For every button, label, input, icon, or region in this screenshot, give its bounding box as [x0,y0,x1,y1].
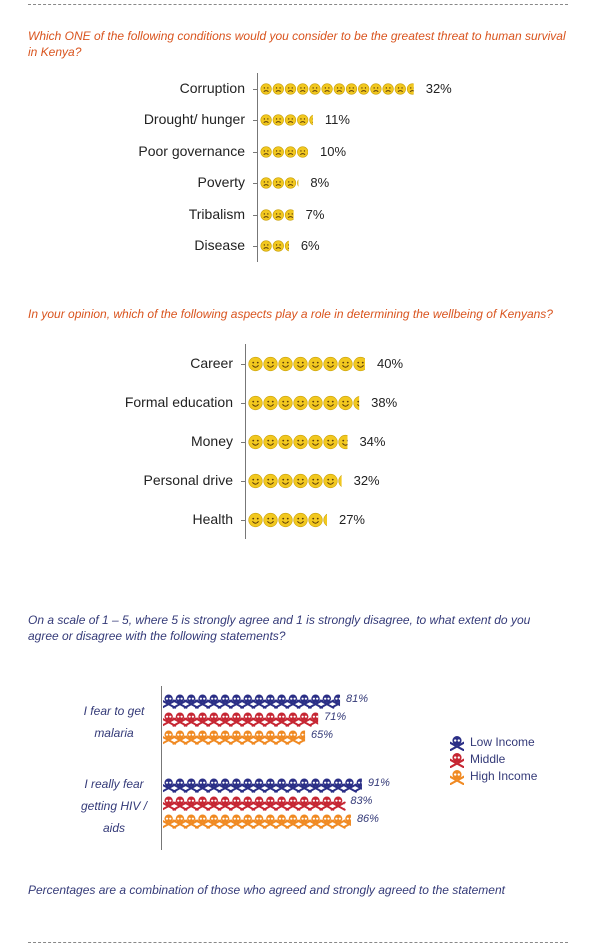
bar-icons [260,175,302,191]
skull-crossbones-icon [343,779,356,792]
sad-face-icon [310,83,321,94]
bar-icons [163,794,348,812]
smiley-face-icon [294,435,308,449]
bar-icons [260,207,298,223]
category-label: Poverty [197,174,245,191]
smiley-face-icon [279,435,293,449]
smiley-face-icon [294,357,308,371]
sad-face-icon [261,241,272,252]
smiley-face-icon [249,396,263,410]
y-axis [161,686,162,850]
value-label: 38% [371,394,398,410]
smiley-face-icon [309,513,323,527]
category-label: Personal drive [143,471,233,488]
category-label: Money [190,432,233,449]
value-label: 6% [300,238,320,254]
axis-tick [253,152,258,153]
axis-tick [241,481,246,482]
group-label-line: I fear to get [83,704,145,718]
legend-label: High Income [470,769,538,784]
value-label: 40% [377,355,404,371]
sad-face-icon [285,178,296,189]
question-2: In your opinion, which of the following aspects play a role in determining the wellbeing of Kenyans? [28,307,553,321]
group-label-line: I really fear [84,777,144,791]
value-label: 32% [425,80,452,96]
smiley-face-icon [249,435,263,449]
value-label: 81% [346,693,369,705]
category-label: Poor governance [138,142,245,159]
smiley-face-icon [264,396,278,410]
value-label: 34% [359,433,386,449]
smiley-face-icon [339,396,353,410]
category-label: Disease [194,237,245,254]
skull-crossbones-icon [298,713,311,726]
smiley-face-icon [309,474,323,488]
bar-icons [260,144,312,160]
sad-face-icon [334,83,345,94]
sad-face-icon [297,115,308,126]
legend-high-income [450,769,537,785]
skull-crossbones-icon [450,769,464,785]
axis-tick [253,215,258,216]
axis-tick [253,120,258,121]
category-label: Health [192,510,233,527]
smiley-face-icon [279,357,293,371]
axis-tick [241,364,246,365]
axis-tick [241,520,246,521]
group-label-malaria [72,700,156,744]
smiley-face-icon [279,396,293,410]
sad-face-icon [261,146,272,157]
group-label-hiv [72,773,156,839]
bar-icons [260,81,418,97]
skull-crossbones-icon [450,735,464,751]
bar-icons [163,728,309,746]
value-label: 86% [356,813,379,825]
sad-face-icon [310,115,317,126]
axis-tick [253,183,258,184]
smiley-face-icon [309,396,323,410]
category-label: Drought/ hunger [143,111,245,128]
question-3: On a scale of 1 – 5, where 5 is strongly agree and 1 is strongly disagree, to what extent do you agree or disagree with the following statements? [28,613,531,643]
axis-tick [253,246,258,247]
bar-icons [163,710,322,728]
sad-face-icon [273,115,284,126]
skull-crossbones-icon [332,695,344,708]
value-label: 71% [324,711,347,723]
legend-label: Low Income [470,735,535,750]
sad-face-icon [285,241,293,252]
sad-face-icon [261,115,272,126]
sad-face-icon [285,83,296,94]
smiley-face-icon [279,474,293,488]
value-label: 11% [324,112,350,128]
sad-face-icon [285,146,296,157]
value-label: 8% [310,175,330,191]
smiley-face-icon [249,513,263,527]
skull-crossbones-icon [450,752,464,768]
smiley-face-icon [249,357,263,371]
smiley-face-icon [324,396,338,410]
category-label: Tribalism [188,205,245,222]
bottom-divider [28,942,568,943]
axis-tick [241,442,246,443]
bar-icons [248,355,369,373]
legend-low-income [450,735,535,751]
bar-icons [163,692,344,710]
bar-icons [248,511,331,529]
group-label-line: getting HIV / [80,799,148,813]
bar-icons [163,776,366,794]
smiley-face-icon [249,474,263,488]
smiley-face-icon [339,435,352,449]
axis-tick [253,89,258,90]
skull-crossbones-icon [332,797,345,810]
value-label: 10% [320,143,347,159]
smiley-face-icon [324,474,338,488]
sad-face-icon [371,83,382,94]
sad-face-icon [273,241,284,252]
smiley-face-icon [264,435,278,449]
smiley-face-icon [354,396,363,410]
sad-face-icon [273,209,284,220]
skull-crossbones-icon [343,815,355,828]
group-label-line: aids [102,821,125,835]
bar-icons [248,472,346,490]
value-label: 32% [353,472,380,488]
legend-middle [450,752,505,768]
group-label-line: malaria [94,726,134,740]
bar-icons [248,433,351,451]
category-label: Formal education [124,393,233,410]
smiley-face-icon [294,396,308,410]
category-label: Career [190,354,233,371]
y-axis [257,73,258,262]
value-label: 91% [367,777,390,789]
bar-icons [163,812,355,830]
smiley-face-icon [309,357,323,371]
skull-crossbones-icon [286,731,299,744]
smiley-face-icon [264,474,278,488]
sad-face-icon [273,83,284,94]
legend-label: Middle [470,752,506,767]
bar-icons [260,238,293,254]
sad-face-icon [297,178,302,189]
skull-crossbones-icon [332,815,345,828]
smiley-face-icon [324,513,331,527]
footnote: Percentages are a combination of those who agreed and strongly agreed to the statement [28,883,505,897]
value-label: 27% [338,511,365,527]
smiley-face-icon [279,513,293,527]
smiley-face-icon [264,513,278,527]
axis-tick [241,403,246,404]
sad-face-icon [346,83,357,94]
smiley-face-icon [339,474,346,488]
sad-face-icon [297,146,308,157]
value-label: 83% [350,795,373,807]
sad-face-icon [395,83,406,94]
bar-icons [260,112,317,128]
sad-face-icon [273,146,284,157]
value-label: 65% [311,729,334,741]
question-1: Which ONE of the following conditions would you consider to be the greatest threat to human survival in Kenya? [28,29,566,59]
sad-face-icon [261,83,272,94]
smiley-face-icon [339,357,353,371]
smiley-face-icon [324,435,338,449]
sad-face-icon [285,115,296,126]
sad-face-icon [297,83,308,94]
sad-face-icon [273,178,284,189]
top-divider [28,4,568,5]
smiley-face-icon [324,357,338,371]
sad-face-icon [383,83,394,94]
sad-face-icon [358,83,369,94]
smiley-face-icon [294,474,308,488]
skull-crossbones-icon [298,731,309,744]
skull-crossbones-icon [320,695,333,708]
sad-face-icon [322,83,333,94]
smiley-face-icon [354,357,368,371]
smiley-face-icon [264,357,278,371]
smiley-face-icon [309,435,323,449]
sad-face-icon [285,209,296,220]
sad-face-icon [407,83,418,94]
sad-face-icon [261,209,272,220]
smiley-face-icon [294,513,308,527]
skull-crossbones-icon [309,713,322,726]
skull-crossbones-icon [354,779,366,792]
bar-icons [248,394,363,412]
sad-face-icon [261,178,272,189]
category-label: Corruption [179,79,245,96]
value-label: 7% [305,206,325,222]
